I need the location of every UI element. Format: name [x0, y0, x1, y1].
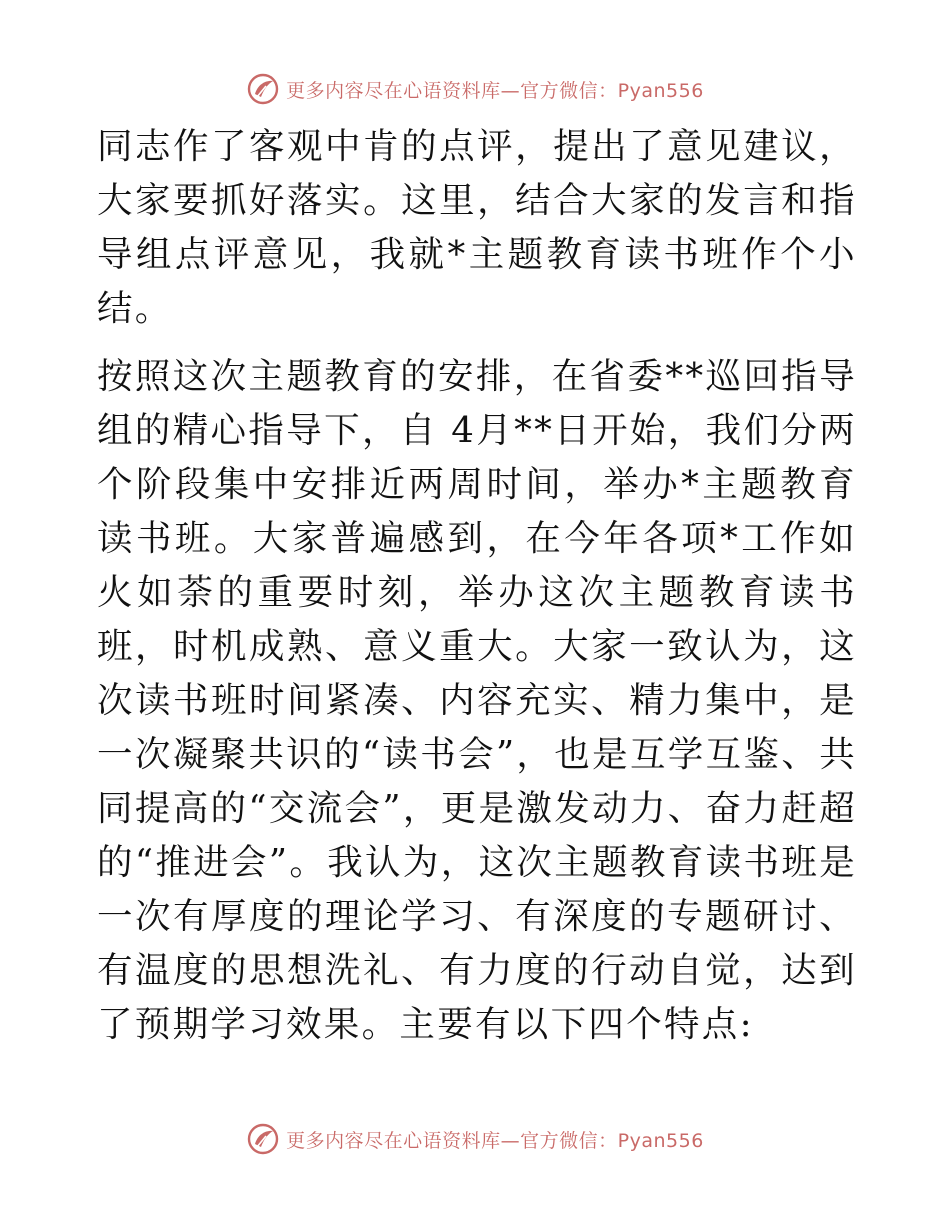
document-body — [97, 120, 857, 1052]
paragraph-1: 同志作了客观中肯的点评，提出了意见建议，大家要抓好落实。这里，结合大家的发言和指导组点评意见，我就*主题教育读书班作个小结。 — [97, 126, 857, 329]
header-watermark — [0, 72, 950, 106]
paragraph-2: 按照这次主题教育的安排，在省委**巡回指导组的精心指导下，自 4月**日开始，我们分两个阶段集中安排近两周时间，举办*主题教育读书班。大家普遍感到，在今年各项*工作如火如荼的重要时刻，举办这次主题教育读书班，时机成熟、意义重大。大家一致认为，这次读书班时间紧凑、内容充实、精力集中，是一次凝聚共识的“读书会”，也是互学互鉴、共同提高的“交流会”，更是激发动力、奋力赶超的“推进会”。我认为，这次主题教育读书班是一次有厚度的理论学习、有深度的专题研讨、有温度的思想洗礼、有力度的行动自觉，达到了预期学习效果。主要有以下四个特点: — [97, 356, 857, 1045]
watermark-text: 更多内容尽在心语资料库—官方微信：Pyan556 — [286, 1129, 704, 1152]
footer-watermark — [0, 1122, 950, 1156]
logo-seal-icon — [246, 1122, 280, 1156]
watermark-text: 更多内容尽在心语资料库—官方微信：Pyan556 — [286, 79, 704, 102]
logo-seal-icon — [246, 72, 280, 106]
